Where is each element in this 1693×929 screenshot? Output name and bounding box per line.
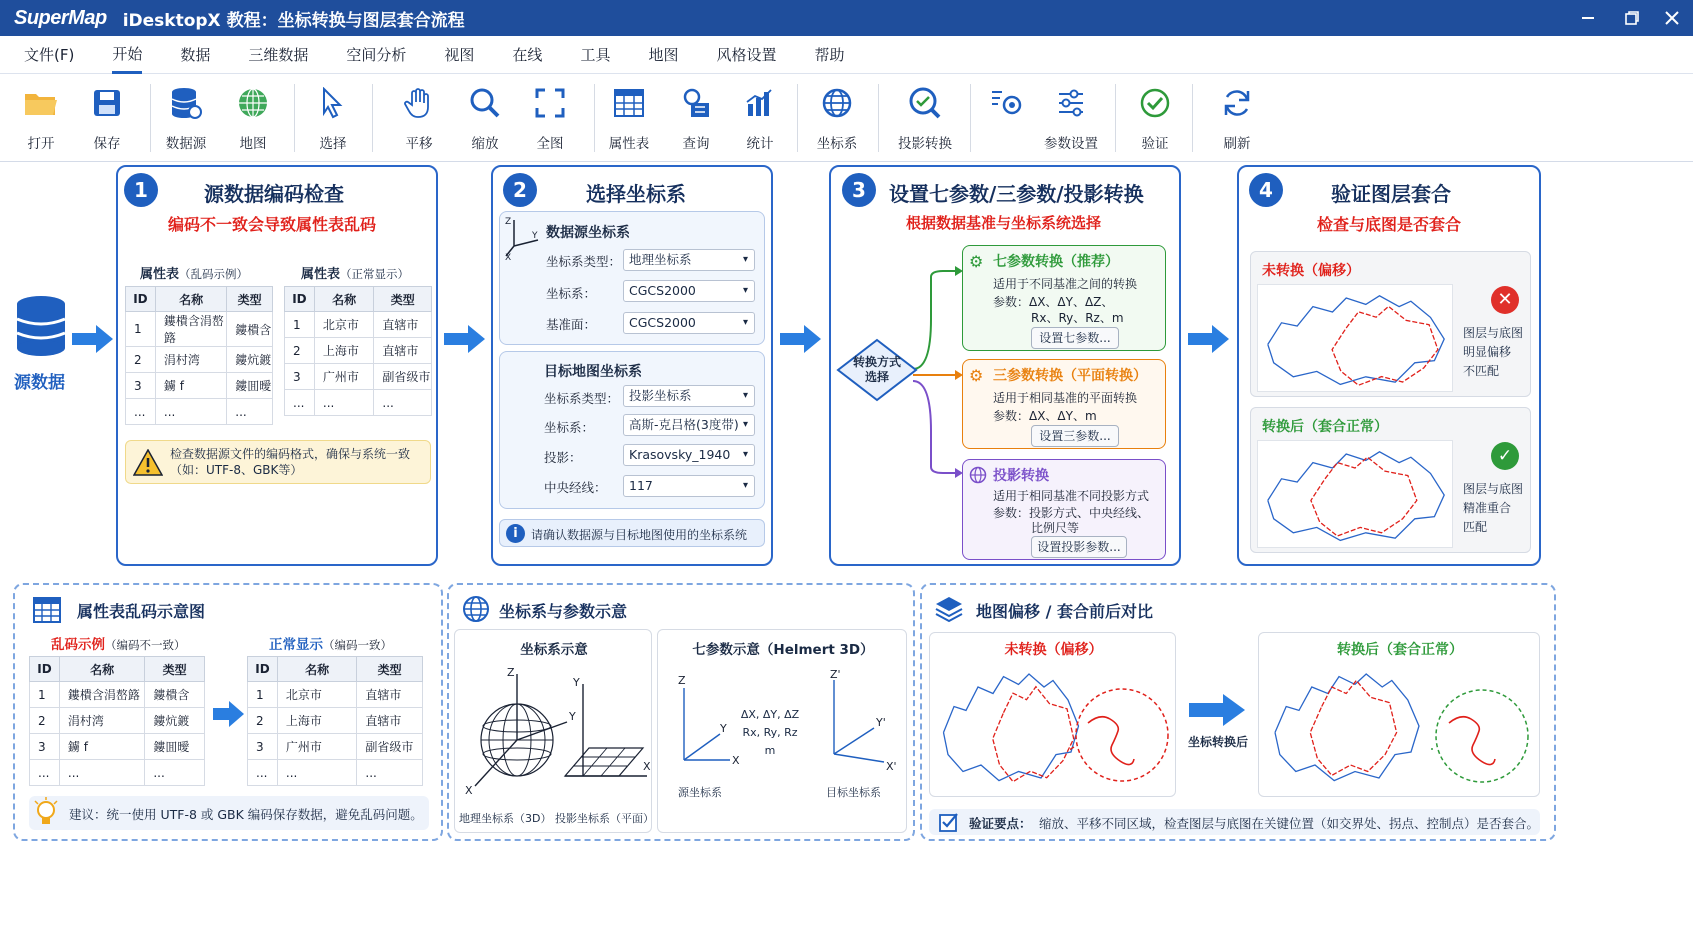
minimize-button[interactable] — [1566, 0, 1610, 36]
offset-map-preview — [1257, 284, 1453, 392]
svg-text:Y': Y' — [876, 716, 886, 729]
cursor-icon — [301, 80, 365, 126]
garbled-table-caption: 属性表（乱码示例） — [140, 267, 249, 282]
column-header: 名称 — [155, 287, 226, 312]
column-header: 名称 — [314, 287, 374, 312]
svg-text:Z: Z — [505, 217, 512, 227]
table-cell: ... — [314, 390, 374, 416]
query-button[interactable]: 查询 — [664, 80, 728, 152]
table-cell: 3 — [126, 373, 156, 399]
table-cell: ... — [227, 399, 273, 425]
column-header: 名称 — [277, 657, 356, 682]
svg-text:X: X — [505, 253, 512, 260]
base-map-outline — [944, 674, 1079, 781]
table-row[interactable] — [248, 760, 423, 786]
garbled-illustration-panel: 属性表乱码示意图 乱码示例（编码不一致） 正常显示（编码一致） ID 名称 类型 1 鏤樻含涓嶅簬 鏤樻含 2 涓村湾 鏤炕鍍 3 鐪 f 鏤囬曖 ... ... ... ID 名称 类型 1 北京市 直辖市 2 上海市 直辖市 3 广州市 副省级市 ... ... ... 建议：统一使用 UTF-8 或 GBK 编码保存数据，避免乱码问题。 — [13, 583, 443, 841]
base-map-outline — [1268, 452, 1444, 541]
table-cell: 3 — [30, 734, 60, 760]
step4-card — [1237, 165, 1541, 566]
table-cell: 2 — [126, 347, 156, 373]
table-cell: 鐪 f — [155, 373, 226, 399]
table-cell: 副省级市 — [357, 734, 423, 760]
toolbar-separator — [878, 84, 879, 152]
table-row[interactable] — [30, 760, 205, 786]
helmert-diagram: 七参数示意（Helmert 3D） Z Y X Z' Y' X' ΔX, ΔY, ΔZ Rx, Ry, Rz m 源坐标系 目标坐标系 — [657, 629, 907, 833]
column-header: 类型 — [357, 657, 423, 682]
full-extent-button[interactable]: 全图 — [518, 80, 582, 152]
refresh-button[interactable]: 刷新 — [1205, 80, 1269, 152]
table-cell: 上海市 — [277, 708, 356, 734]
step3-title: 设置七参数/三参数/投影转换 — [889, 182, 1144, 206]
magnifier-icon — [453, 80, 517, 126]
svg-text:Y: Y — [720, 722, 727, 735]
projection-transform-button[interactable]: 投影转换 — [893, 80, 957, 152]
menu-view[interactable]: 视图 — [444, 45, 475, 64]
save-icon — [75, 80, 139, 126]
folder-icon — [9, 80, 73, 126]
table-cell: 北京市 — [314, 312, 374, 338]
crs-diagram-graphic — [457, 666, 653, 802]
toolbar-separator — [372, 84, 373, 152]
hand-icon — [387, 80, 451, 126]
layer-outline — [993, 687, 1074, 782]
matched-map — [1267, 661, 1427, 791]
statistics-button[interactable]: 统计 — [728, 80, 792, 152]
table-cell: 广州市 — [277, 734, 356, 760]
column-header: 类型 — [145, 657, 205, 682]
table-row[interactable] — [285, 364, 432, 390]
coordinate-globe-icon — [805, 80, 869, 126]
suggestion-tip: 建议：统一使用 UTF-8 或 GBK 编码保存数据，避免乱码问题。 — [29, 796, 429, 830]
gear-icon: ⚙ — [969, 252, 984, 271]
seven-parameter-method: ⚙ 七参数转换（推荐） 适用于不同基准之间的转换 参数：ΔX、ΔY、ΔZ、 Rx、Ry、Rz、m 设置七参数... — [962, 245, 1166, 351]
menu-start[interactable]: 开始 — [112, 36, 142, 74]
table-icon — [597, 80, 661, 126]
offset-zoom-circle — [1070, 683, 1174, 787]
lightbulb-icon — [33, 797, 59, 829]
pan-button[interactable]: 平移 — [387, 80, 451, 152]
map-button[interactable]: 地图 — [221, 80, 285, 152]
table-cell: 鏤炕鍍 — [227, 347, 273, 373]
parameter-settings-tool[interactable] — [975, 80, 1039, 132]
zoom-button[interactable]: 缩放 — [453, 80, 517, 152]
column-header: 名称 — [59, 657, 144, 682]
flow-arrow — [213, 700, 245, 728]
column-header: ID — [126, 287, 156, 312]
table-cell: ... — [374, 390, 432, 416]
table-cell: 鏤樻含涓嶅簬 — [155, 312, 226, 347]
layers-icon — [934, 594, 964, 624]
checkbox-icon — [939, 812, 959, 832]
validate-button[interactable]: 验证 — [1123, 80, 1187, 152]
globe-icon — [969, 466, 987, 484]
normal-example-table — [247, 656, 423, 786]
query-icon — [664, 80, 728, 126]
layer-outline — [1311, 457, 1417, 536]
step3-subtitle: 根据数据基准与坐标系统选择 — [906, 214, 1102, 232]
table-row[interactable] — [30, 734, 205, 760]
table-cell: 鏤炕鍍 — [145, 708, 205, 734]
svg-text:X: X — [643, 760, 651, 773]
step3-card — [829, 165, 1181, 566]
step2-title: 选择坐标系 — [586, 182, 686, 206]
table-cell: ... — [248, 760, 278, 786]
open-button[interactable]: 打开 — [9, 80, 73, 152]
save-button[interactable]: 保存 — [75, 80, 139, 152]
svg-text:X: X — [732, 754, 740, 767]
source-database-icon — [14, 294, 68, 360]
table-icon — [33, 597, 61, 623]
toolbar — [0, 74, 1693, 162]
info-icon: i — [506, 524, 525, 543]
map-comparison-panel: 地图偏移 / 套合前后对比 未转换（偏移） 坐标转换后 转换后（套合正常） 验证要点： 缩放、平移不同区域，检查图层与底图在关键位置（如交界处、拐点、控制点）是否套合。 — [920, 583, 1556, 841]
source-crs-panel: Z Y X 数据源坐标系 坐标系类型： 地理坐标系 ▾ 坐标系： CGCS2000 ▾ 基准面： CGCS2000 ▾ — [499, 211, 765, 345]
table-cell: ... — [30, 760, 60, 786]
full-extent-icon — [518, 80, 582, 126]
step4-title: 验证图层套合 — [1331, 182, 1451, 206]
table-cell: ... — [285, 390, 315, 416]
table-cell: 北京市 — [277, 682, 356, 708]
before-map-box: 未转换（偏移） — [929, 632, 1176, 797]
toolbar-separator — [1115, 84, 1116, 152]
table-cell: 1 — [285, 312, 315, 338]
step1-title: 源数据编码检查 — [204, 182, 344, 206]
menu-help[interactable]: 帮助 — [814, 45, 845, 64]
step-number: 4 — [1249, 173, 1283, 207]
table-cell: 3 — [248, 734, 278, 760]
gear-list-icon — [975, 80, 1039, 126]
step-number: 3 — [842, 173, 876, 207]
target-crs-type-select[interactable]: 投影坐标系 ▾ — [623, 385, 755, 407]
step1-card — [116, 165, 438, 566]
window-title: iDesktopX 教程：坐标转换与图层套合流程 — [122, 10, 465, 31]
helmert-params: ΔX, ΔY, ΔZ Rx, Ry, Rz m — [740, 708, 800, 757]
table-header-row — [248, 657, 423, 682]
menu-file[interactable]: 文件(F) — [24, 45, 75, 64]
matched-map-preview — [1257, 440, 1453, 548]
svg-text:X': X' — [886, 760, 897, 773]
table-cell: ... — [155, 399, 226, 425]
table-cell: 鏤囬曖 — [145, 734, 205, 760]
table-cell: 3 — [285, 364, 315, 390]
normal-table-caption: 属性表（正常显示） — [301, 267, 410, 282]
table-cell: ... — [145, 760, 205, 786]
table-row[interactable] — [248, 708, 423, 734]
globe-icon — [221, 80, 285, 126]
table-cell: 鏤囬曖 — [227, 373, 273, 399]
flow-arrow — [780, 324, 822, 354]
table-cell: 2 — [285, 338, 315, 364]
table-row[interactable] — [126, 312, 273, 347]
database-icon — [154, 80, 218, 126]
datasource-button[interactable]: 数据源 — [154, 80, 218, 152]
matched-zoom-circle — [1429, 683, 1535, 789]
table-cell: 直辖市 — [374, 338, 432, 364]
projection-transform-method: 投影转换 适用于相同基准不同投影方式 参数：投影方式、中央经线、 比例尺等 设置投影参数... — [962, 459, 1166, 560]
table-row[interactable] — [285, 312, 432, 338]
garbled-attribute-table — [125, 286, 273, 425]
column-header: ID — [285, 287, 315, 312]
source-data-label: 源数据 — [14, 373, 65, 393]
step-number: 2 — [503, 173, 537, 207]
normal-attribute-table — [284, 286, 432, 416]
column-header: ID — [248, 657, 278, 682]
table-cell: ... — [126, 399, 156, 425]
svg-text:Z: Z — [507, 666, 515, 679]
table-cell: 鏤樻含 — [145, 682, 205, 708]
three-parameter-method: ⚙ 三参数转换（平面转换） 适用于相同基准的平面转换 参数：ΔX、ΔY、m 设置三参数... — [962, 359, 1166, 449]
after-map-box: 转换后（套合正常） — [1258, 632, 1540, 797]
after-transform-panel: 转换后（套合正常） ✓ 图层与底图 精准重合 匹配 — [1250, 407, 1531, 553]
table-row[interactable] — [248, 682, 423, 708]
svg-text:Z': Z' — [830, 668, 841, 681]
flow-arrow — [444, 324, 486, 354]
select-button[interactable]: 选择 — [301, 80, 365, 152]
table-cell: 鐪 f — [59, 734, 144, 760]
base-map-outline — [1268, 296, 1444, 385]
check-circle-icon — [1123, 80, 1187, 126]
step2-card — [491, 165, 773, 566]
table-cell: 1 — [248, 682, 278, 708]
svg-text:Y: Y — [569, 710, 576, 723]
svg-text:Y: Y — [573, 676, 580, 689]
table-cell: 涓村湾 — [59, 708, 144, 734]
svg-text:Z: Z — [678, 674, 686, 687]
layer-outline — [1310, 681, 1396, 776]
menu-bar — [0, 36, 1693, 74]
table-cell: 直辖市 — [357, 682, 423, 708]
table-cell: 1 — [126, 312, 156, 347]
table-row[interactable] — [285, 390, 432, 416]
toolbar-separator — [970, 84, 971, 152]
target-crs-select[interactable]: 高斯-克吕格(3度带) ▾ — [623, 414, 755, 436]
menu-online[interactable]: 在线 — [512, 45, 543, 64]
table-cell: 广州市 — [314, 364, 374, 390]
table-row[interactable] — [126, 373, 273, 399]
coordinate-system-button[interactable]: 坐标系 — [805, 80, 869, 152]
source-datum-select[interactable]: CGCS2000 ▾ — [623, 312, 755, 334]
toolbar-separator — [1192, 84, 1193, 152]
step-number: 1 — [124, 173, 158, 207]
column-header: ID — [30, 657, 60, 682]
close-button[interactable] — [1650, 0, 1693, 36]
column-header: 类型 — [227, 287, 273, 312]
set-seven-params-button[interactable]: 设置七参数... — [1031, 327, 1119, 349]
table-row[interactable] — [285, 338, 432, 364]
transform-arrow — [1189, 693, 1247, 727]
parameter-settings-button[interactable]: 参数设置 — [1039, 80, 1103, 152]
toolbar-separator — [594, 84, 595, 152]
menu-map[interactable]: 地图 — [648, 45, 679, 64]
menu-style[interactable]: 风格设置 — [716, 45, 777, 64]
step4-subtitle: 检查与底图是否套合 — [1317, 215, 1462, 234]
table-cell: 副省级市 — [374, 364, 432, 390]
menu-data[interactable]: 数据 — [180, 45, 211, 64]
table-cell: ... — [277, 760, 356, 786]
layer-outline — [1332, 306, 1438, 385]
central-meridian-select[interactable]: 117 ▾ — [623, 475, 755, 497]
table-header-row — [285, 287, 432, 312]
menu-tools[interactable]: 工具 — [580, 45, 611, 64]
garbled-example-table — [29, 656, 205, 786]
app-logo: SuperMap — [14, 6, 107, 29]
table-row[interactable] — [30, 708, 205, 734]
validation-tip: 验证要点： 缩放、平移不同区域，检查图层与底图在关键位置（如交界处、拐点、控制点）是否套合。 — [929, 809, 1540, 835]
crs-diagram: 坐标系示意 Z Y X Y X 地理坐标系（3D） 投影坐标系（平面） — [454, 629, 652, 833]
crs-note: i 请确认数据源与目标地图使用的坐标系统 — [499, 519, 765, 547]
menu-3d-data[interactable]: 三维数据 — [248, 45, 309, 64]
target-projection-select[interactable]: Krasovsky_1940 ▾ — [623, 444, 755, 466]
flow-arrow — [72, 324, 114, 354]
table-row[interactable] — [126, 399, 273, 425]
axes-icon — [504, 216, 544, 260]
step1-subtitle: 编码不一致会导致属性表乱码 — [168, 215, 377, 234]
table-cell: 涓村湾 — [155, 347, 226, 373]
globe-icon — [461, 594, 491, 624]
crs-illustration-panel: 坐标系与参数示意 坐标系示意 Z Y X Y X 地理坐标系（3D） 投影坐标系（平面） 七参数示意（Helmert 3D） Z Y X Z' Y' X' ΔX, ΔY, ΔZ Rx, Ry, Rz m 源坐标系 目标坐标系 — [447, 583, 915, 841]
toolbar-separator — [797, 84, 798, 152]
table-cell: 直辖市 — [374, 312, 432, 338]
error-icon: ✕ — [1491, 286, 1519, 314]
table-row[interactable] — [248, 734, 423, 760]
table-row[interactable] — [30, 682, 205, 708]
table-cell: 2 — [248, 708, 278, 734]
attribute-table-button[interactable]: 属性表 — [597, 80, 661, 152]
toolbar-separator — [294, 84, 295, 152]
table-cell: 直辖市 — [357, 708, 423, 734]
table-header-row — [30, 657, 205, 682]
maximize-button[interactable] — [1610, 0, 1654, 36]
table-cell: 上海市 — [314, 338, 374, 364]
offset-map — [936, 661, 1086, 791]
svg-text:X: X — [465, 784, 473, 797]
decision-diamond: 转换方式 选择 — [836, 338, 918, 402]
set-projection-params-button[interactable]: 设置投影参数... — [1031, 536, 1127, 558]
target-crs-panel: 目标地图坐标系 坐标系类型： 投影坐标系 ▾ 坐标系： 高斯-克吕格(3度带) ▾ 投影： Krasovsky_1940 ▾ 中央经线： 117 ▾ — [499, 351, 765, 509]
refresh-icon — [1205, 80, 1269, 126]
source-crs-type-select[interactable]: 地理坐标系 ▾ — [623, 249, 755, 271]
success-icon: ✓ — [1491, 442, 1519, 470]
table-header-row — [126, 287, 273, 312]
sliders-icon — [1039, 80, 1103, 126]
title-bar — [0, 0, 1693, 36]
gear-icon: ⚙ — [969, 366, 984, 385]
source-crs-select[interactable]: CGCS2000 ▾ — [623, 280, 755, 302]
projection-transform-icon — [893, 80, 957, 126]
table-cell: 1 — [30, 682, 60, 708]
set-three-params-button[interactable]: 设置三参数... — [1031, 425, 1119, 447]
encoding-tip: 检查数据源文件的编码格式，确保与系统一致（如：UTF-8、GBK等） — [125, 440, 431, 484]
table-cell: ... — [59, 760, 144, 786]
bar-chart-icon — [728, 80, 792, 126]
flow-arrow — [1188, 324, 1230, 354]
menu-spatial-analysis[interactable]: 空间分析 — [346, 45, 407, 64]
toolbar-separator — [150, 84, 151, 152]
column-header: 类型 — [374, 287, 432, 312]
table-cell: 鏤樻含 — [227, 312, 273, 347]
warning-icon — [133, 449, 163, 477]
table-cell: 鏤樻含涓嶅簬 — [59, 682, 144, 708]
table-cell: ... — [357, 760, 423, 786]
svg-text:Y: Y — [532, 231, 538, 241]
base-map-outline — [1275, 674, 1419, 781]
before-transform-panel: 未转换（偏移） ✕ 图层与底图 明显偏移 不匹配 — [1250, 251, 1531, 397]
table-row[interactable] — [126, 347, 273, 373]
table-cell: 2 — [30, 708, 60, 734]
